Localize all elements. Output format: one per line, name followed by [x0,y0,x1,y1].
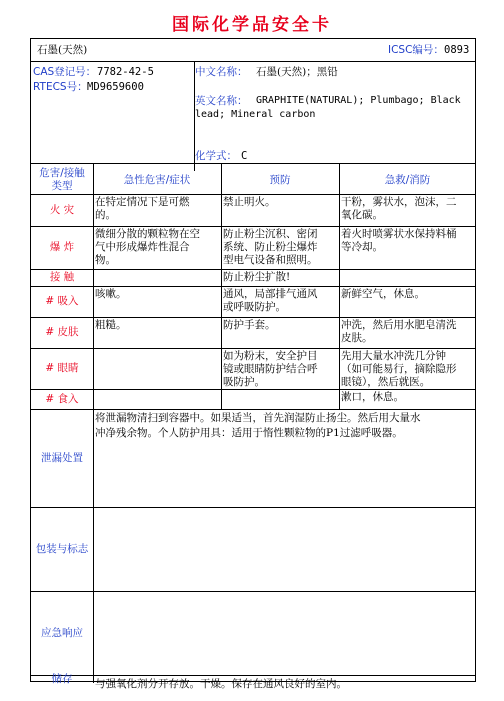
divider [31,269,475,270]
en-name-line: GRAPHITE(NATURAL); Plumbago; Black [256,95,461,106]
hazard-cell [95,271,220,286]
hazard-cell [95,319,220,348]
section-label: 包装与标志 [35,542,89,555]
section-label: 应急响应 [41,626,83,639]
cell-line: 或呼吸防护。 [223,301,286,313]
cell-line: 禁止明火。 [223,196,276,208]
cell-line: 干粉，雾状水，泡沫，二 [341,196,457,208]
cas-label: CAS登记号： [33,66,97,78]
cell-line: 微细分散的颗粒物在空 [95,228,200,240]
first-aid-cell [341,350,475,389]
prevention-cell [223,228,338,269]
chemical-name: 石墨(天然) [37,44,88,56]
divider [31,348,475,349]
divider [31,194,475,195]
first-aid-cell [341,196,475,226]
section-line: 将泄漏物清扫到容器中。如果适当，首先润湿防止扬尘。然后用大量水 [95,412,421,424]
cell-line: 粗糙。 [95,319,127,331]
card-title: 国际化学品安全卡 [172,15,332,35]
icsc-label: ICSC编号： [388,44,444,56]
header-first-aid: 急救/消防 [384,174,431,186]
cell-line: （如可能易行，摘除隐形 [341,363,457,375]
divider [31,61,475,62]
cell-line: 新鲜空气，休息。 [341,288,425,300]
first-aid-cell [341,319,475,348]
section-text [95,509,475,591]
divider [31,286,475,287]
header-type-line: 危害/接触 [39,167,85,179]
section-label: 泄漏处置 [41,451,83,464]
header-hazard: 急性危害/症状 [123,174,191,186]
first-aid-cell [341,271,475,286]
row-type: 爆 炸 [49,241,75,253]
cell-line: 如为粉末，安全护目 [223,350,318,362]
divider [31,507,475,508]
row-type: # 眼睛 [45,362,79,374]
first-aid-cell [341,228,475,269]
cell-line: 氧化碳。 [341,209,383,221]
cell-line: 镜或眼睛防护结合呼 [223,363,318,375]
section-text [95,411,475,507]
header-type [31,167,93,193]
cas-number: 7782-42-5 [97,66,154,78]
row-type: # 吸入 [45,295,79,307]
divider [31,675,475,676]
cell-line: 在特定情况下是可燃 [95,196,190,208]
hazard-cell [95,228,220,269]
cell-line: 防止粉尘扩散! [223,271,291,283]
cn-name-label: 中文名称： [195,66,248,78]
section-text [95,677,475,690]
rtecs-label: RTECS号： [33,81,88,93]
divider [31,409,475,410]
formula-value: C [241,150,248,162]
divider [31,226,475,227]
divider [93,409,94,683]
formula-label: 化学式： [195,150,237,162]
hazard-cell [95,350,220,389]
cell-line: 等冷却。 [341,241,383,253]
cell-line: 咳嗽。 [95,288,127,300]
divider [31,591,475,592]
divider [31,389,475,390]
section-text [95,593,475,675]
en-name-label: 英文名称： [195,95,248,107]
cell-line: 系统、防止粉尘爆炸 [223,241,318,253]
prevention-cell [223,350,338,389]
first-aid-cell [341,288,475,317]
cell-line: 皮肤。 [341,332,373,344]
cn-name: 石墨(天然)；黑铅 [256,66,338,78]
cell-line: 眼镜），然后就医。 [341,376,431,388]
row-type: # 皮肤 [45,326,79,338]
prevention-cell [223,196,338,226]
hazard-cell [95,288,220,317]
prevention-cell [223,319,338,348]
section-line: 冲净残余物。个人防护用具：适用于惰性颗粒物的P1过滤呼吸器。 [95,427,403,439]
cell-line: 通风，局部排气通风 [223,288,318,300]
header-type-line: 类型 [51,180,73,192]
cell-line: 冲洗，然后用水肥皂清洗 [341,319,457,331]
divider [31,317,475,318]
row-type: 火 灾 [49,203,75,216]
cell-line: 先用大量水冲洗几分钟 [341,350,446,362]
cell-line: 防止粉尘沉积、密闭 [223,228,318,240]
rtecs-number: MD9659600 [87,81,144,93]
cell-line: 的。 [95,209,116,221]
header-prevention: 预防 [269,174,291,186]
section-label: 储存 [51,672,73,685]
cell-line: 漱口，休息。 [341,391,404,403]
icsc-number: 0893 [444,44,470,56]
prevention-cell [223,271,338,286]
section-line: 与强氧化剂分开存放。干燥。保存在通风良好的室内。 [95,678,347,690]
cell-line: 型电气设备和照明。 [223,254,318,266]
first-aid-cell [341,391,475,409]
prevention-cell [223,288,338,317]
cell-line: 防护手套。 [223,319,276,331]
divider [31,163,475,164]
cell-line: 气中形成爆炸性混合 [95,241,190,253]
hazard-cell [95,391,220,409]
safety-card [30,38,476,690]
prevention-cell [223,391,338,409]
en-name-line: lead; Mineral carbon [195,109,316,120]
cell-line: 吸防护。 [223,376,265,388]
cell-line: 着火时喷雾状水保持料桶 [341,228,457,240]
row-type: # 食入 [45,392,79,405]
hazard-cell [95,196,220,226]
row-type: 接 触 [49,271,75,283]
cell-line: 物。 [95,254,116,266]
